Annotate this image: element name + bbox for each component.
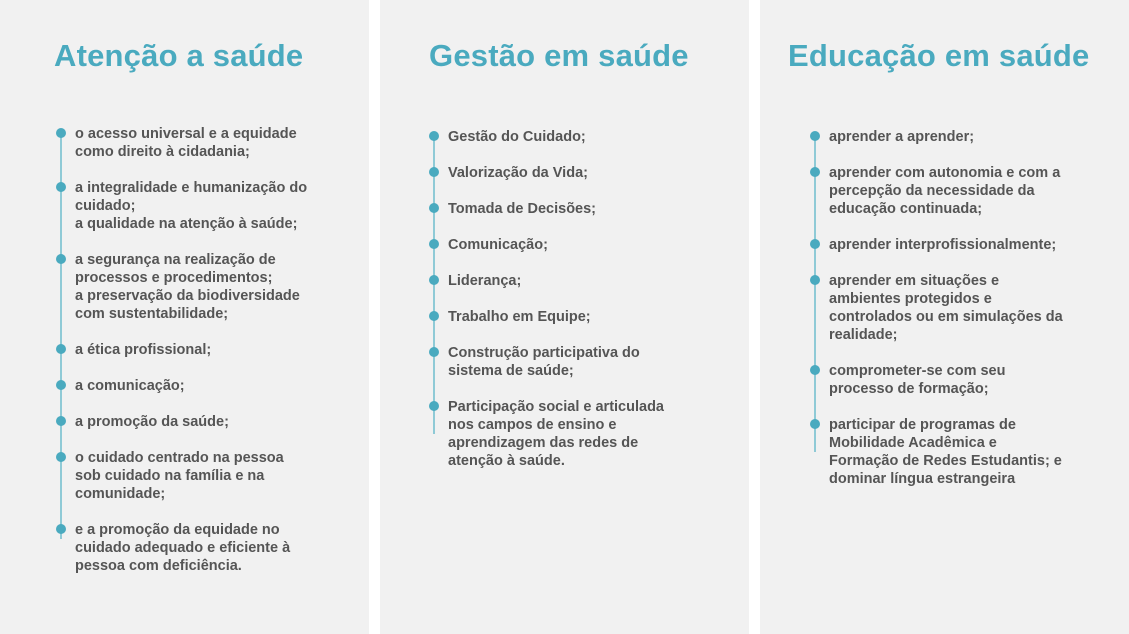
timeline-item [429,164,719,182]
bullet-dot-icon [810,365,820,375]
bullet-dot-icon [429,131,439,141]
timeline-item-text: a comunicação; [75,378,185,394]
timeline-item-text: e a promoção da equidade no cuidado adequado e eficiente à pessoa com deficiência. [75,522,291,574]
timeline-item [810,236,1100,254]
timeline-item-text: a promoção da saúde; [75,414,229,430]
bullet-dot-icon [56,344,66,354]
bullet-dot-icon [810,275,820,285]
column-atencao-a-saude [0,0,369,634]
timeline-item [56,449,346,503]
bullet-dot-icon [810,419,820,429]
timeline-item-text: Trabalho em Equipe; [448,309,591,325]
timeline-item [429,344,719,380]
timeline-list [810,128,1100,488]
timeline-item-text: Liderança; [448,273,522,289]
timeline-item-text: o cuidado centrado na pessoa sob cuidado na família e na comunidade; [75,450,284,502]
timeline-item-text: Valorização da Vida; [448,165,588,181]
timeline-item [810,362,1100,398]
timeline-item-text: a integralidade e humanização do cuidado; a qualidade na atenção à saúde; [75,180,308,232]
bullet-dot-icon [429,347,439,357]
bullet-dot-icon [56,182,66,192]
bullet-dot-icon [429,239,439,249]
timeline-list [429,128,719,470]
timeline-list [56,125,346,575]
timeline-item [429,128,719,146]
timeline-item [810,128,1100,146]
bullet-dot-icon [56,128,66,138]
timeline-item-text: a segurança na realização de processos e procedimentos; a preservação da biodiversidade com sustentabilidade; [75,252,300,322]
timeline-item [429,398,719,470]
timeline-item [56,251,346,323]
column-gestao-em-saude [380,0,749,634]
timeline-item-text: a ética profissional; [75,342,212,358]
bullet-dot-icon [56,416,66,426]
timeline-item [429,272,719,290]
bullet-dot-icon [429,311,439,321]
bullet-dot-icon [56,254,66,264]
bullet-dot-icon [429,275,439,285]
bullet-dot-icon [810,167,820,177]
timeline-item [810,164,1100,218]
bullet-dot-icon [429,167,439,177]
column-educacao-em-saude [760,0,1129,634]
timeline-item-text: Participação social e articulada nos campos de ensino e aprendizagem das redes de atenção à saúde. [448,399,664,469]
column-title: Atenção a saúde [54,38,304,73]
timeline-item-text: aprender a aprender; [829,129,975,145]
timeline-item-text: aprender com autonomia e com a percepção da necessidade da educação continuada; [829,165,1061,217]
timeline-item [56,413,346,431]
bullet-dot-icon [429,401,439,411]
column-title: Gestão em saúde [429,38,689,73]
timeline-item-text: o acesso universal e a equidade como direito à cidadania; [75,126,297,160]
timeline-item-text: comprometer-se com seu processo de formação; [829,363,1006,397]
timeline-item-text: Tomada de Decisões; [448,201,597,217]
bullet-dot-icon [810,131,820,141]
timeline-item-text: participar de programas de Mobilidade Acadêmica e Formação de Redes Estudantis; e dominar língua estrangeira [829,417,1062,487]
timeline-item [56,341,346,359]
timeline-item [810,272,1100,344]
bullet-dot-icon [56,380,66,390]
timeline-item-text: aprender em situações e ambientes protegidos e controlados ou em simulações da realidade; [829,273,1063,343]
bullet-dot-icon [810,239,820,249]
bullet-dot-icon [56,452,66,462]
timeline-item [56,377,346,395]
column-title: Educação em saúde [788,38,1090,73]
timeline-item-text: aprender interprofissionalmente; [829,237,1057,253]
timeline-item-text: Comunicação; [448,237,548,253]
timeline-item [429,308,719,326]
timeline-item [429,200,719,218]
timeline-item-text: Gestão do Cuidado; [448,129,586,145]
bullet-dot-icon [56,524,66,534]
timeline-item [56,179,346,233]
timeline-item [56,125,346,161]
timeline-item-text: Construção participativa do sistema de saúde; [448,345,640,379]
timeline-item [810,416,1100,488]
timeline-item [429,236,719,254]
timeline-item [56,521,346,575]
bullet-dot-icon [429,203,439,213]
